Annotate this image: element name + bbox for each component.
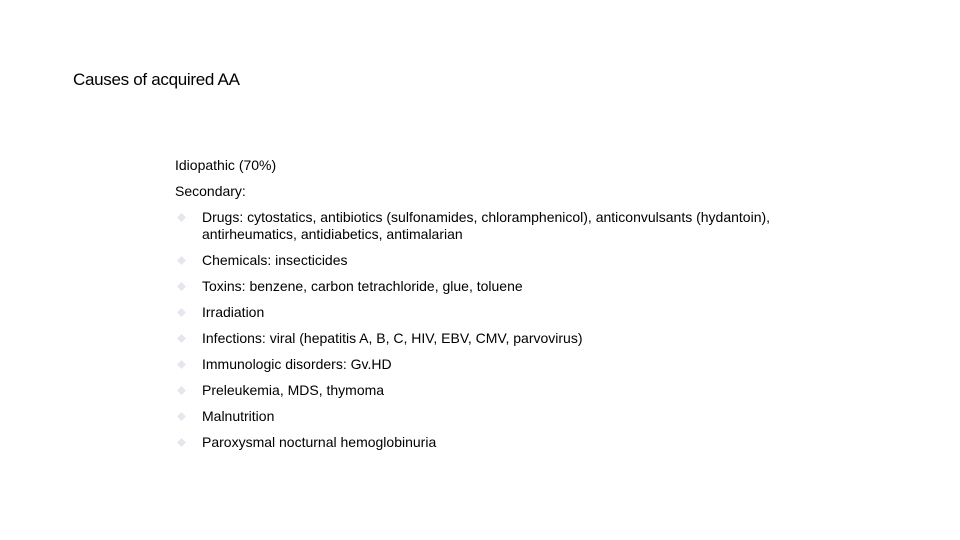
list-item [175, 278, 815, 295]
slide-title: Causes of acquired AA [73, 70, 240, 89]
diamond-bullet-icon [177, 412, 186, 421]
list-item [175, 434, 815, 451]
list-item-text: Irradiation [202, 304, 265, 320]
list-item [175, 209, 792, 243]
diamond-bullet-icon [177, 334, 186, 343]
list-item-text: Chemicals: insecticides [202, 252, 348, 268]
diamond-bullet-icon [177, 282, 186, 291]
list-item-text: Immunologic disorders: Gv.HD [202, 356, 392, 372]
content-body [175, 157, 815, 460]
list-item-text: Drugs: cytostatics, antibiotics (sulfonamides, chloramphenicol), anticonvulsants (hydantoin), antirheumatics, antidiabetics, antimalarian [202, 209, 771, 242]
list-item [175, 252, 815, 269]
list-item-text: Malnutrition [202, 408, 275, 424]
list-item [175, 304, 815, 321]
list-item [175, 330, 815, 347]
secondary-causes-list [175, 209, 815, 451]
list-item [175, 356, 815, 373]
secondary-line: Secondary: [175, 183, 246, 199]
idiopathic-line: Idiopathic (70%) [175, 157, 277, 173]
diamond-bullet-icon [177, 213, 186, 222]
list-item-text: Paroxysmal nocturnal hemoglobinuria [202, 434, 437, 450]
diamond-bullet-icon [177, 256, 186, 265]
list-item-text: Preleukemia, MDS, thymoma [202, 382, 385, 398]
list-item [175, 382, 815, 399]
list-item-text: Infections: viral (hepatitis A, B, C, HIV, EBV, CMV, parvovirus) [202, 330, 583, 346]
diamond-bullet-icon [177, 386, 186, 395]
list-item [175, 408, 815, 425]
diamond-bullet-icon [177, 438, 186, 447]
diamond-bullet-icon [177, 308, 186, 317]
diamond-bullet-icon [177, 360, 186, 369]
list-item-text: Toxins: benzene, carbon tetrachloride, glue, toluene [202, 278, 523, 294]
